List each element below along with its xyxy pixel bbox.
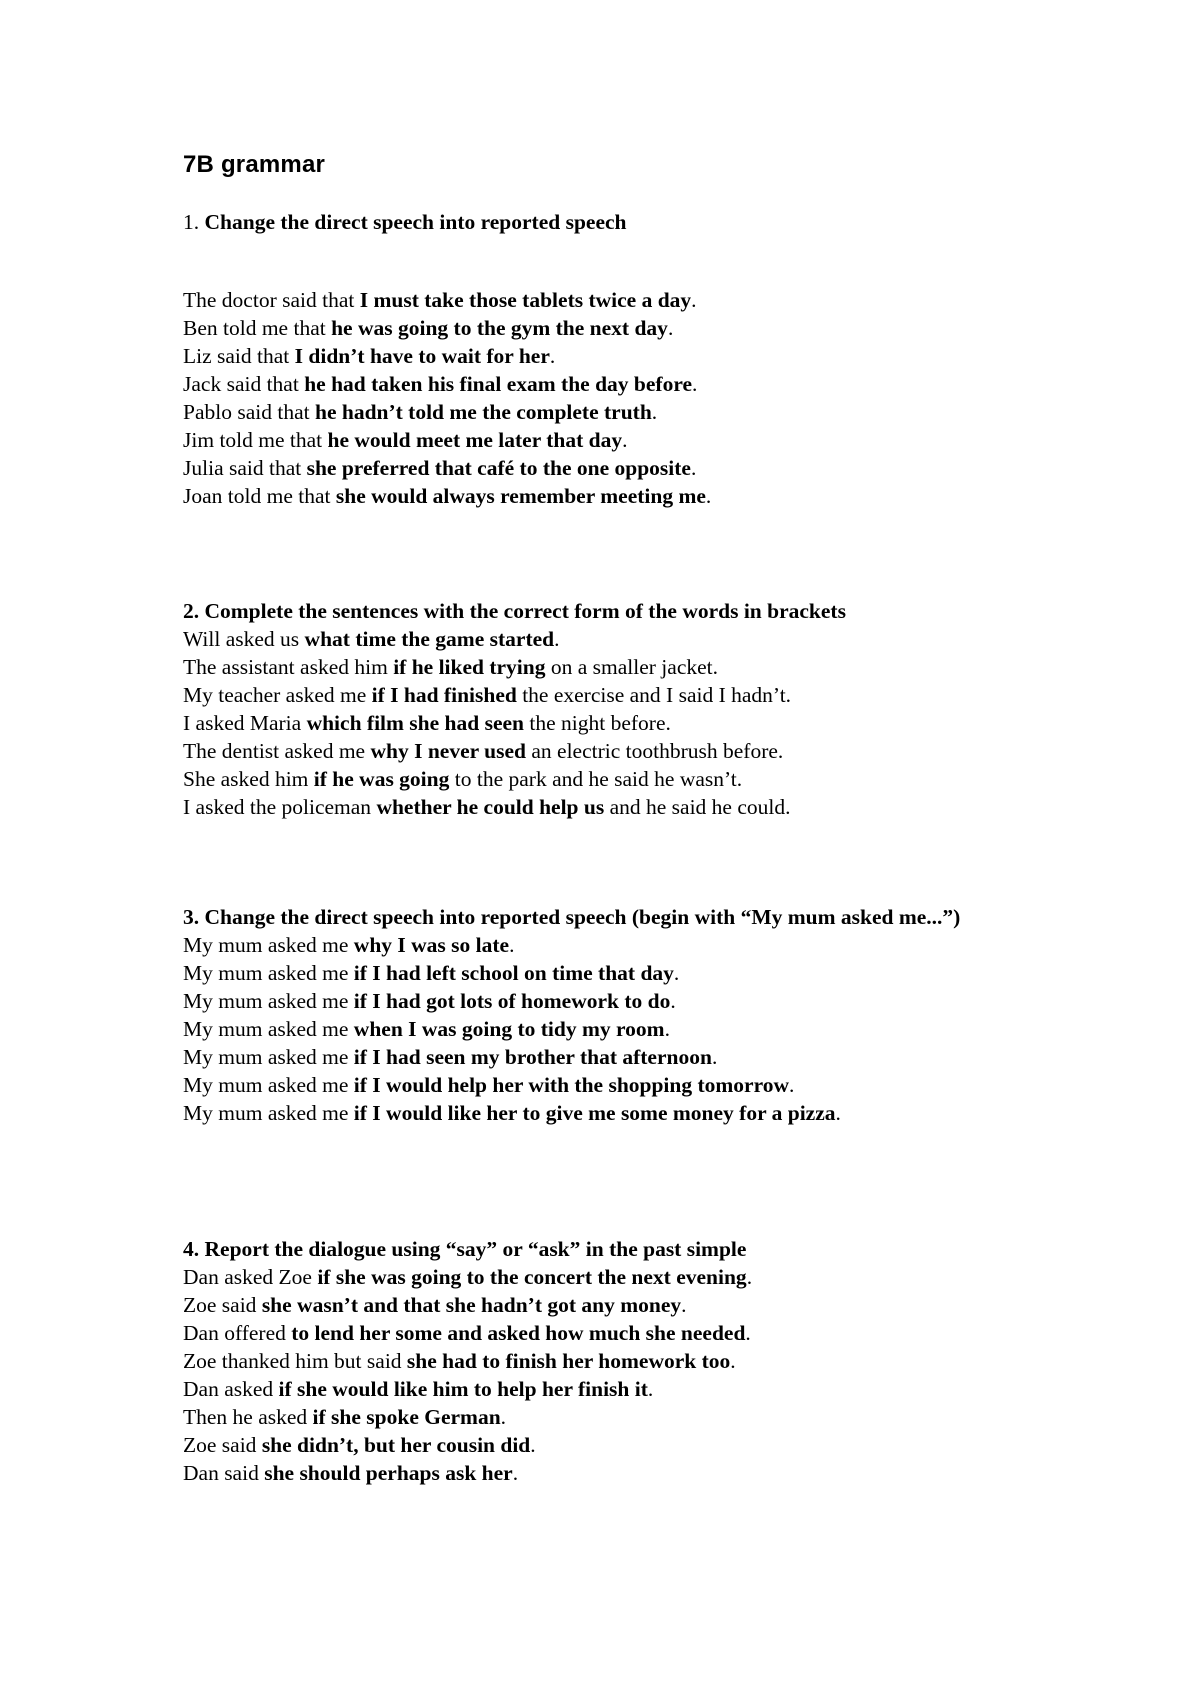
answer-text: he had taken his final exam the day before bbox=[304, 372, 693, 396]
sentence-start: The doctor said that bbox=[183, 288, 360, 312]
answer-line bbox=[183, 342, 1023, 370]
sentence-start: The assistant asked him bbox=[183, 655, 394, 679]
sentence-start: Jack said that bbox=[183, 372, 305, 396]
answer-text: whether he could help us bbox=[376, 795, 605, 819]
answer-line bbox=[183, 454, 1023, 482]
answer-line bbox=[183, 1403, 1023, 1431]
answer-line bbox=[183, 625, 1023, 653]
answer-text: if she spoke German bbox=[312, 1405, 501, 1429]
sentence-end: and he said he could. bbox=[604, 795, 791, 819]
sentence-end: . bbox=[745, 1321, 751, 1345]
sentence-end: . bbox=[711, 1045, 718, 1069]
answer-line bbox=[183, 1071, 1023, 1099]
sentence-start: She asked him bbox=[183, 767, 314, 791]
sentence-start: I asked the policeman bbox=[183, 795, 377, 819]
answer-text: if she was going to the concert the next evening bbox=[317, 1265, 747, 1289]
answer-line bbox=[183, 959, 1023, 987]
sentence-end: . bbox=[651, 400, 658, 424]
answer-text: if I had seen my brother that afternoon bbox=[353, 1045, 712, 1069]
answer-text: which film she had seen bbox=[306, 711, 524, 735]
sentence-start: My mum asked me bbox=[183, 933, 354, 957]
sentence-end: on a smaller jacket. bbox=[545, 655, 719, 679]
sentence-start: My mum asked me bbox=[183, 1017, 354, 1041]
answer-text: if I would help her with the shopping tomorrow bbox=[353, 1073, 790, 1097]
sentence-start: The dentist asked me bbox=[183, 739, 371, 763]
exercise-heading bbox=[183, 597, 1023, 625]
answer-text: she wasn’t and that she hadn’t got any money bbox=[261, 1293, 682, 1317]
exercise-4 bbox=[183, 1235, 1023, 1487]
page-title: 7B grammar bbox=[183, 151, 326, 178]
answer-line bbox=[183, 681, 1023, 709]
sentence-start: My mum asked me bbox=[183, 1101, 354, 1125]
sentence-start: Zoe said bbox=[183, 1293, 262, 1317]
answer-line bbox=[183, 1319, 1023, 1347]
sentence-end: . bbox=[789, 1073, 795, 1097]
answer-line bbox=[183, 1459, 1023, 1487]
answer-line bbox=[183, 1375, 1023, 1403]
exercise-instruction: Change the direct speech into reported speech bbox=[204, 210, 627, 234]
sentence-end: . bbox=[554, 627, 560, 651]
answer-line bbox=[183, 1431, 1023, 1459]
exercise-3 bbox=[183, 903, 1023, 1127]
sentence-start: My mum asked me bbox=[183, 961, 354, 985]
answer-line bbox=[183, 286, 1023, 314]
answer-text: I didn’t have to wait for her bbox=[294, 344, 550, 368]
sentence-start: Joan told me that bbox=[183, 484, 336, 508]
answer-text: to lend her some and asked how much she needed bbox=[291, 1321, 746, 1345]
answer-line bbox=[183, 653, 1023, 681]
exercise-number: 4. bbox=[183, 1237, 200, 1261]
answer-text: if she would like him to help her finish it bbox=[278, 1377, 648, 1401]
answer-line bbox=[183, 709, 1023, 737]
sentence-start: Zoe said bbox=[183, 1433, 262, 1457]
answer-text: she had to finish her homework too bbox=[406, 1349, 731, 1373]
sentence-end: . bbox=[730, 1349, 736, 1373]
exercise-heading bbox=[183, 208, 1023, 236]
answer-text: if I had left school on time that day bbox=[353, 961, 674, 985]
sentence-start: Zoe thanked him but said bbox=[183, 1349, 407, 1373]
sentence-start: My mum asked me bbox=[183, 989, 354, 1013]
sentence-end: . bbox=[512, 1461, 519, 1485]
exercise-number: 3. bbox=[183, 905, 200, 929]
exercise-heading bbox=[183, 1235, 1023, 1263]
answer-line bbox=[183, 931, 1023, 959]
exercise-2 bbox=[183, 597, 1023, 821]
answer-text: if I would like her to give me some money for a pizza bbox=[353, 1101, 836, 1125]
answer-text: if I had finished bbox=[371, 683, 517, 707]
sentence-end: . bbox=[622, 428, 628, 452]
sentence-end: . bbox=[530, 1433, 536, 1457]
sentence-end: . bbox=[500, 1405, 507, 1429]
answer-line bbox=[183, 314, 1023, 342]
answer-text: she would always remember meeting me bbox=[335, 484, 706, 508]
answer-line bbox=[183, 1291, 1023, 1319]
sentence-end: . bbox=[681, 1293, 687, 1317]
sentence-end: . bbox=[670, 989, 676, 1013]
sentence-start: My mum asked me bbox=[183, 1045, 354, 1069]
answer-list bbox=[183, 625, 1023, 821]
answer-text: he hadn’t told me the complete truth bbox=[314, 400, 652, 424]
sentence-start: Dan asked Zoe bbox=[183, 1265, 318, 1289]
sentence-start: Pablo said that bbox=[183, 400, 315, 424]
sentence-start: Dan offered bbox=[183, 1321, 292, 1345]
sentence-end: . bbox=[692, 372, 698, 396]
sentence-end: an electric toothbrush before. bbox=[525, 739, 784, 763]
answer-text: she preferred that café to the one opposite bbox=[306, 456, 691, 480]
answer-text: why I was so late bbox=[353, 933, 510, 957]
sentence-end: . bbox=[691, 288, 697, 312]
sentence-end: . bbox=[667, 316, 674, 340]
answer-text: she didn’t, but her cousin did bbox=[261, 1433, 531, 1457]
answer-line bbox=[183, 1043, 1023, 1071]
answer-line bbox=[183, 370, 1023, 398]
exercise-instruction: Report the dialogue using “say” or “ask” in the past simple bbox=[204, 1237, 747, 1261]
answer-line bbox=[183, 987, 1023, 1015]
answer-text: why I never used bbox=[370, 739, 526, 763]
sentence-end: . bbox=[690, 456, 697, 480]
answer-text: she should perhaps ask her bbox=[264, 1461, 513, 1485]
sentence-end: . bbox=[673, 961, 680, 985]
answer-line bbox=[183, 1015, 1023, 1043]
answer-line bbox=[183, 426, 1023, 454]
answer-text: I must take those tablets twice a day bbox=[359, 288, 692, 312]
answer-line bbox=[183, 1263, 1023, 1291]
answer-line bbox=[183, 793, 1023, 821]
sentence-start: Dan asked bbox=[183, 1377, 279, 1401]
sentence-start: Ben told me that bbox=[183, 316, 332, 340]
sentence-start: Liz said that bbox=[183, 344, 295, 368]
sentence-start: Julia said that bbox=[183, 456, 307, 480]
sentence-start: My teacher asked me bbox=[183, 683, 372, 707]
answer-line bbox=[183, 482, 1023, 510]
answer-line bbox=[183, 398, 1023, 426]
sentence-end: . bbox=[705, 484, 712, 508]
sentence-end: . bbox=[835, 1101, 841, 1125]
answer-text: he was going to the gym the next day bbox=[331, 316, 668, 340]
exercise-number: 1. bbox=[183, 210, 200, 234]
sentence-start: My mum asked me bbox=[183, 1073, 354, 1097]
sentence-start: Then he asked bbox=[183, 1405, 313, 1429]
sentence-start: Dan said bbox=[183, 1461, 265, 1485]
answer-text: if he liked trying bbox=[393, 655, 546, 679]
sentence-end: . bbox=[509, 933, 515, 957]
exercise-number: 2. bbox=[183, 599, 200, 623]
answer-line bbox=[183, 1099, 1023, 1127]
sentence-end: . bbox=[549, 344, 556, 368]
exercise-1 bbox=[183, 208, 1023, 510]
sentence-end: . bbox=[664, 1017, 670, 1041]
sentence-start: Will asked us bbox=[183, 627, 305, 651]
answer-text: if he was going bbox=[313, 767, 450, 791]
answer-text: when I was going to tidy my room bbox=[353, 1017, 665, 1041]
sentence-end: to the park and he said he wasn’t. bbox=[449, 767, 743, 791]
sentence-end: . bbox=[746, 1265, 753, 1289]
sentence-start: I asked Maria bbox=[183, 711, 307, 735]
answer-line bbox=[183, 737, 1023, 765]
exercise-instruction: Change the direct speech into reported speech (begin with “My mum asked me...”) bbox=[204, 905, 961, 929]
answer-list bbox=[183, 286, 1023, 510]
answer-line bbox=[183, 765, 1023, 793]
exercise-instruction: Complete the sentences with the correct form of the words in brackets bbox=[204, 599, 846, 623]
answer-text: he would meet me later that day bbox=[327, 428, 623, 452]
exercise-heading bbox=[183, 903, 1023, 931]
sentence-start: Jim told me that bbox=[183, 428, 328, 452]
sentence-end: the exercise and I said I hadn’t. bbox=[516, 683, 792, 707]
answer-list bbox=[183, 931, 1023, 1127]
answer-line bbox=[183, 1347, 1023, 1375]
sentence-end: . bbox=[647, 1377, 654, 1401]
answer-list bbox=[183, 1263, 1023, 1487]
answer-text: if I had got lots of homework to do bbox=[353, 989, 671, 1013]
sentence-end: the night before. bbox=[524, 711, 671, 735]
answer-text: what time the game started bbox=[304, 627, 555, 651]
